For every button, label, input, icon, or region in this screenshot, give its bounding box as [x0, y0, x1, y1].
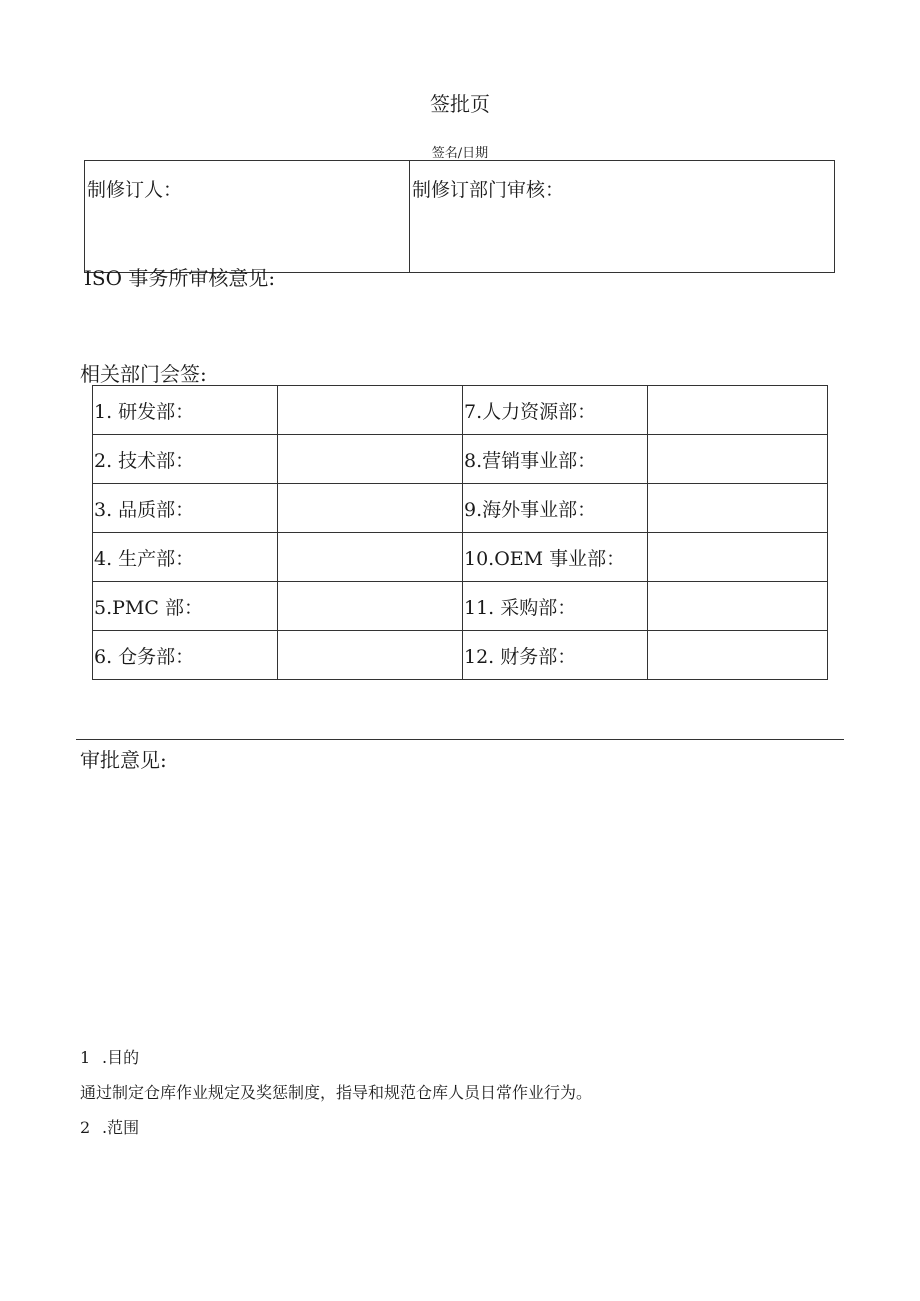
table-row [93, 582, 828, 631]
section-2-title: .范围 [102, 1118, 140, 1137]
dept-label: 7.人力资源部： [463, 386, 648, 435]
dept-label: 9.海外事业部： [463, 484, 648, 533]
table-row [93, 484, 828, 533]
signature-cell [648, 631, 828, 680]
dept-label: 1. 研发部： [93, 386, 278, 435]
section-1-title: .目的 [102, 1048, 140, 1067]
department-signoff-table [92, 385, 828, 680]
section-2-number: 2 [80, 1118, 91, 1137]
signature-date-caption: 签名/日期 [431, 146, 489, 161]
dept-label: 4. 生产部： [93, 533, 278, 582]
dept-label: 12. 财务部： [463, 631, 648, 680]
signature-cell [278, 533, 463, 582]
signature-cell [278, 435, 463, 484]
signature-cell [648, 533, 828, 582]
divider [76, 739, 844, 740]
table-row [93, 631, 828, 680]
signature-cell [278, 484, 463, 533]
signature-table [84, 160, 835, 273]
section-1-heading [80, 1045, 139, 1068]
dept-label: 2. 技术部： [93, 435, 278, 484]
signature-cell [278, 582, 463, 631]
signature-cell [648, 386, 828, 435]
signature-cell [648, 582, 828, 631]
dept-review-cell [410, 161, 835, 273]
related-sign-label: 相关部门会签: [80, 362, 207, 386]
signature-cell [648, 435, 828, 484]
signature-cell [278, 386, 463, 435]
section-2-heading [80, 1115, 139, 1138]
purpose-text: 通过制定仓库作业规定及奖惩制度，指导和规范仓库人员日常作业行为。 [80, 1083, 593, 1102]
drafter-cell [85, 161, 410, 273]
table-row [93, 533, 828, 582]
dept-label: 8.营销事业部： [463, 435, 648, 484]
signature-cell [278, 631, 463, 680]
dept-label: 3. 品质部： [93, 484, 278, 533]
section-1-number: 1 [80, 1048, 91, 1067]
iso-opinion-label: ISO 事务所审核意见: [84, 266, 276, 290]
table-row [93, 386, 828, 435]
dept-label: 5.PMC 部： [93, 582, 278, 631]
signature-cell [648, 484, 828, 533]
drafter-label: 制修订人： [87, 179, 183, 201]
approval-opinion-label: 审批意见: [80, 748, 167, 772]
dept-label: 10.OEM 事业部： [463, 533, 648, 582]
dept-review-label: 制修订部门审核： [412, 179, 565, 201]
dept-label: 6. 仓务部： [93, 631, 278, 680]
dept-label: 11. 采购部： [463, 582, 648, 631]
page-title: 签批页 [430, 92, 490, 116]
table-row [93, 435, 828, 484]
